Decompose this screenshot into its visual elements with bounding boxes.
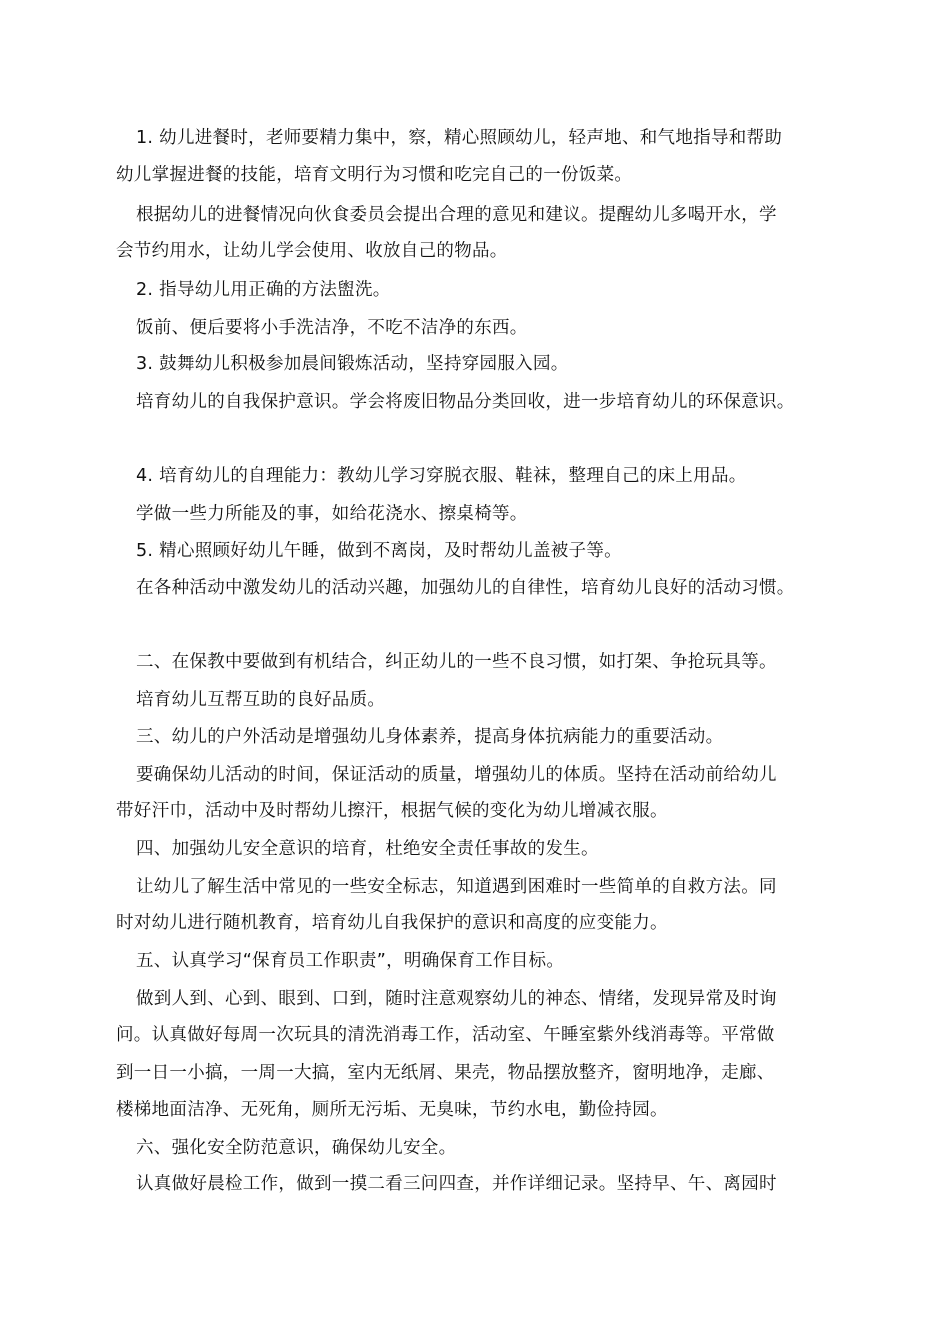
text-line: 根据幼儿的进餐情况向伙食委员会提出合理的意见和建议。提醒幼儿多喝开水，学 [136,205,777,225]
text-line: 在各种活动中激发幼儿的活动兴趣，加强幼儿的自律性，培育幼儿良好的活动习惯。 [136,578,795,598]
text-line: 时对幼儿进行随机教育，培育幼儿自我保护的意识和高度的应变能力。 [116,913,668,933]
text-line: 认真做好晨检工作，做到一摸二看三问四查，并作详细记录。坚持早、午、离园时 [136,1174,777,1194]
text-line: 五、认真学习“保育员工作职责”，明确保育工作目标。 [136,951,565,971]
text-line: 学做一些力所能及的事，如给花浇水、擦桌椅等。 [136,504,528,524]
text-line: 到一日一小搞，一周一大搞，室内无纸屑、果壳，物品摆放整齐，窗明地净，走廊、 [116,1063,775,1083]
text-line: 四、加强幼儿安全意识的培育，杜绝安全责任事故的发生。 [136,839,599,859]
text-line: 4. 培育幼儿的自理能力：教幼儿学习穿脱衣服、鞋袜，整理自己的床上用品。 [136,466,747,486]
text-line: 培育幼儿的自我保护意识。学会将废旧物品分类回收，进一步培育幼儿的环保意识。 [136,392,795,412]
text-line: 做到人到、心到、眼到、口到，随时注意观察幼儿的神态、情绪，发现异常及时询 [136,989,777,1009]
text-line: 让幼儿了解生活中常见的一些安全标志，知道遇到困难时一些简单的自救方法。同 [136,877,777,897]
text-line: 5. 精心照顾好幼儿午睡，做到不离岗，及时帮幼儿盖被子等。 [136,541,622,561]
text-line: 幼儿掌握进餐的技能，培育文明行为习惯和吃完自己的一份饭菜。 [116,165,633,185]
text-line: 二、在保教中要做到有机结合，纠正幼儿的一些不良习惯，如打架、争抢玩具等。 [136,652,777,672]
text-line: 饭前、便后要将小手洗洁净，不吃不洁净的东西。 [136,318,528,338]
text-line: 要确保幼儿活动的时间，保证活动的质量，增强幼儿的体质。坚持在活动前给幼儿 [136,765,777,785]
text-line: 培育幼儿互帮互助的良好品质。 [136,690,386,710]
text-line: 3. 鼓舞幼儿积极参加晨间锻炼活动，坚持穿园服入园。 [136,354,569,374]
text-line: 三、幼儿的户外活动是增强幼儿身体素养，提高身体抗病能力的重要活动。 [136,727,724,747]
text-line: 1. 幼儿进餐时，老师要精力集中，察，精心照顾幼儿，轻声地、和气地指导和帮助 [136,128,783,148]
text-line: 六、强化安全防范意识，确保幼儿安全。 [136,1138,457,1158]
text-line: 问。认真做好每周一次玩具的清洗消毒工作，活动室、午睡室紫外线消毒等。平常做 [116,1025,775,1045]
text-line: 楼梯地面洁净、无死角，厕所无污垢、无臭味，节约水电，勤俭持园。 [116,1100,668,1120]
text-line: 会节约用水，让幼儿学会使用、收放自己的物品。 [116,241,508,261]
text-line: 带好汗巾，活动中及时帮幼儿擦汗，根据气候的变化为幼儿增减衣服。 [116,801,668,821]
text-line: 2. 指导幼儿用正确的方法盥洗。 [136,280,391,300]
